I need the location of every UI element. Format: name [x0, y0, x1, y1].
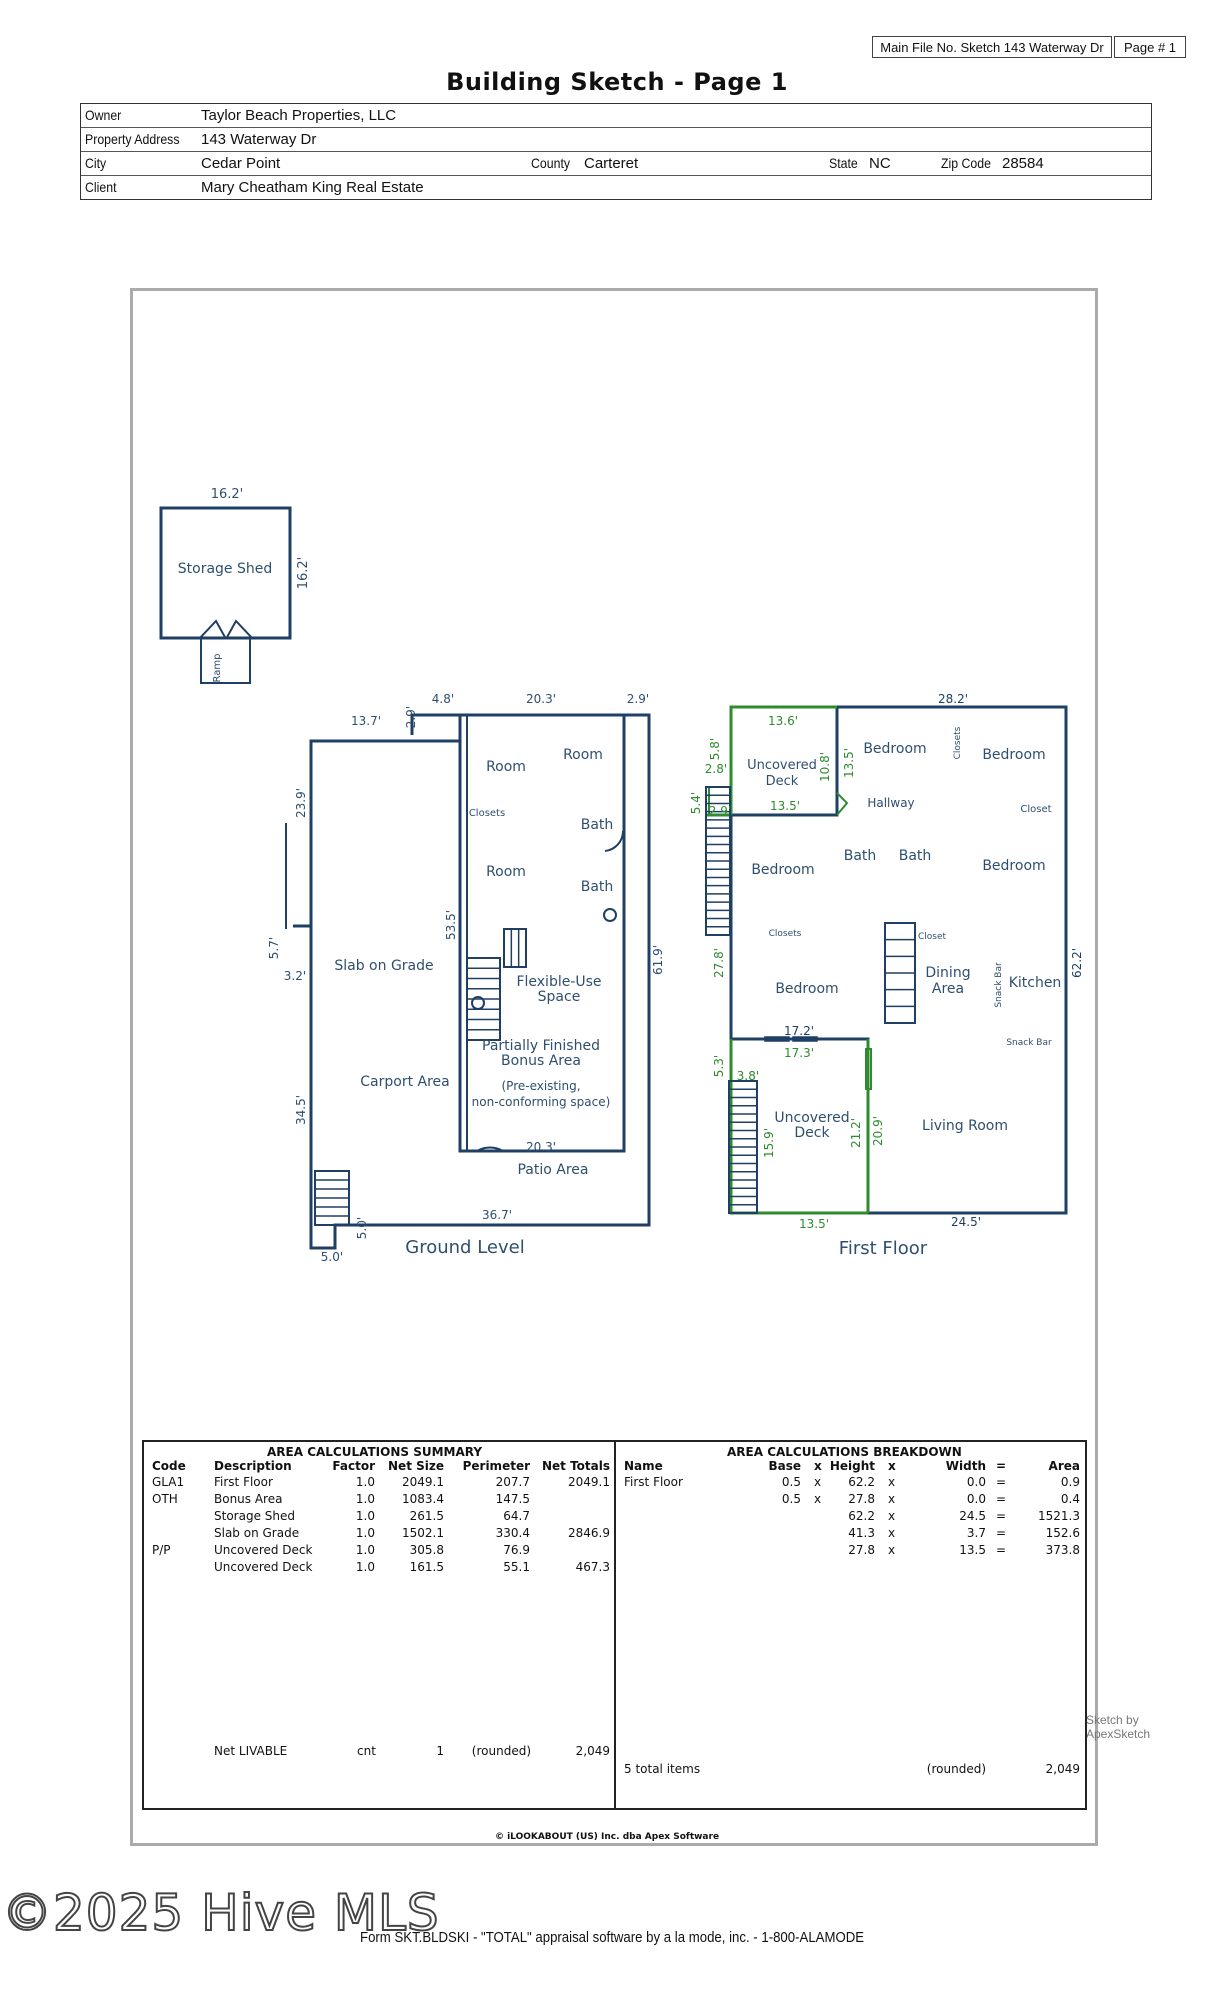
- ground-room-label-10: Bonus Area: [501, 1053, 581, 1069]
- ground-room-label-6: Slab on Grade: [334, 958, 434, 974]
- ground-dim-1: 2.9': [404, 705, 418, 729]
- summary-cell-1-3: 1083.4: [402, 1492, 444, 1506]
- summary-cell-3-4: 330.4: [495, 1526, 530, 1540]
- summary-header-5: Net Totals: [541, 1459, 610, 1473]
- summary-cell-4-2: 1.0: [355, 1543, 375, 1557]
- breakdown-cell-2-4: x: [888, 1509, 896, 1523]
- ground-dim-14: 5.0': [320, 1250, 344, 1264]
- first-dim-1: 28.2': [937, 692, 969, 706]
- shed-width-dim: 16.2': [210, 487, 244, 502]
- client-row: [81, 176, 1151, 199]
- summary-cell-5-4: 55.1: [503, 1560, 530, 1574]
- breakdown-cell-0-0: First Floor: [624, 1475, 683, 1489]
- breakdown-title: AREA CALCULATIONS BREAKDOWN: [727, 1445, 962, 1459]
- first-room-label-20: Deck: [794, 1125, 830, 1141]
- ramp-label: Ramp: [212, 653, 223, 683]
- summary-cell-5-1: Uncovered Deck: [214, 1560, 313, 1574]
- breakdown-cell-1-1: 0.5: [781, 1492, 801, 1506]
- ground-room-label-2: Closets: [468, 808, 506, 819]
- owner-label: Owner: [85, 107, 122, 123]
- ground-dim-6: 5.7': [267, 936, 281, 960]
- ground-dim-3: 20.3': [525, 692, 557, 706]
- first-dim-0: 13.6': [767, 714, 799, 728]
- summary-cell-0-5: 2049.1: [568, 1475, 610, 1489]
- breakdown-header-0: Name: [624, 1459, 663, 1473]
- first-dim-15: 21.2': [849, 1117, 863, 1149]
- ground-room-label-4: Room: [486, 864, 526, 880]
- first-room-label-5: Hallway: [867, 796, 915, 810]
- main-file-number: Main File No. Sketch 143 Waterway Dr: [872, 36, 1112, 58]
- breakdown-cell-0-1: 0.5: [781, 1475, 801, 1489]
- ramp-outline: [201, 638, 250, 683]
- breakdown-cell-3-6: =: [996, 1526, 1007, 1540]
- first-room-label-11: Closets: [768, 929, 802, 939]
- owner-row: [81, 104, 1151, 128]
- breakdown-cell-4-3: 27.8: [848, 1543, 875, 1557]
- summary-cell-2-1: Storage Shed: [214, 1509, 295, 1523]
- ground-level-title: Ground Level: [405, 1237, 525, 1258]
- breakdown-cell-0-2: x: [814, 1475, 822, 1489]
- first-room-label-3: Closets: [953, 726, 963, 760]
- ground-dim-5: 23.9': [294, 787, 308, 819]
- shed-label: Storage Shed: [177, 561, 273, 577]
- ground-dim-13: 5.0': [355, 1216, 369, 1240]
- breakdown-cell-1-7: 0.4: [1060, 1492, 1080, 1506]
- first-dim-13: 5.3': [712, 1054, 726, 1078]
- client-value: Mary Cheatham King Real Estate: [201, 179, 424, 196]
- zip-value: 28584: [1002, 155, 1044, 172]
- ground-room-label-1: Room: [563, 747, 603, 763]
- owner-value: Taylor Beach Properties, LLC: [201, 107, 397, 124]
- property-info-table: [80, 103, 1152, 200]
- summary-cell-5-3: 161.5: [409, 1560, 444, 1574]
- ground-room-label-13: non-conforming space): [471, 1095, 611, 1109]
- breakdown-cell-1-3: 27.8: [848, 1492, 875, 1506]
- first-room-label-0: Uncovered: [747, 758, 817, 773]
- summary-cell-3-3: 1502.1: [402, 1526, 444, 1540]
- summary-cell-2-2: 1.0: [355, 1509, 375, 1523]
- first-room-label-7: Bedroom: [751, 862, 815, 878]
- first-dim-14: 3.8': [736, 1069, 760, 1083]
- breakdown-header-2: x: [814, 1459, 822, 1473]
- first-room-label-21: Living Room: [922, 1118, 1008, 1134]
- address-row: [81, 128, 1151, 152]
- ground-dim-10: 34.5': [294, 1094, 308, 1126]
- first-room-label-18: Snack Bar: [1006, 1038, 1052, 1048]
- summary-cell-1-0: OTH: [152, 1492, 178, 1506]
- ground-room-label-11: Carport Area: [360, 1074, 450, 1090]
- first-dim-2: 5.8': [708, 737, 722, 761]
- ground-dim-8: 53.5': [444, 909, 458, 941]
- first-room-label-12: Closet: [917, 932, 947, 942]
- summary-cell-0-3: 2049.1: [402, 1475, 444, 1489]
- breakdown-cell-2-3: 62.2: [848, 1509, 875, 1523]
- breakdown-total-items: 5 total items: [624, 1762, 701, 1776]
- first-room-label-6: Closet: [1020, 804, 1052, 815]
- city-row: [81, 152, 1151, 176]
- breakdown-header-5: Width: [945, 1459, 986, 1473]
- ground-dim-9: 61.9': [651, 944, 665, 976]
- ground-dim-0: 13.7': [350, 714, 382, 728]
- first-room-label-14: Area: [931, 981, 965, 997]
- ground-room-label-14: Patio Area: [517, 1162, 589, 1178]
- summary-cell-0-1: First Floor: [214, 1475, 273, 1489]
- breakdown-cell-0-3: 62.2: [848, 1475, 875, 1489]
- summary-header-3: Net Size: [388, 1459, 444, 1473]
- page-title: Building Sketch - Page 1: [446, 68, 788, 96]
- summary-cell-5-2: 1.0: [355, 1560, 375, 1574]
- breakdown-header-7: Area: [1048, 1459, 1080, 1473]
- first-room-label-17: Kitchen: [1008, 975, 1062, 991]
- first-dim-10: 62.2': [1070, 947, 1084, 979]
- summary-cell-3-5: 2846.9: [568, 1526, 610, 1540]
- water-heater-icon: [604, 909, 616, 921]
- breakdown-header-3: Height: [829, 1459, 875, 1473]
- first-dim-12: 17.3': [783, 1046, 815, 1060]
- net-livable-unit: cnt: [357, 1744, 376, 1758]
- software-copyright: © iLOOKABOUT (US) Inc. dba Apex Software: [494, 1832, 720, 1842]
- summary-cell-0-4: 207.7: [495, 1475, 530, 1489]
- net-livable-label: Net LIVABLE: [214, 1744, 288, 1758]
- net-livable-total: 2,049: [575, 1744, 610, 1758]
- breakdown-cell-0-5: 0.0: [966, 1475, 986, 1489]
- summary-cell-1-4: 147.5: [495, 1492, 530, 1506]
- breakdown-header-1: Base: [768, 1459, 801, 1473]
- first-dim-18: 13.5': [798, 1217, 830, 1231]
- ground-dim-4: 2.9': [626, 692, 650, 706]
- first-dim-11: 17.2': [783, 1024, 815, 1038]
- ground-room-label-5: Bath: [580, 879, 614, 895]
- summary-cell-4-1: Uncovered Deck: [214, 1543, 313, 1557]
- zip-label: Zip Code: [941, 155, 991, 171]
- first-room-label-8: Bath: [843, 848, 877, 864]
- summary-cell-4-3: 305.8: [409, 1543, 444, 1557]
- ground-room-label-0: Room: [486, 759, 526, 775]
- breakdown-header-6: =: [996, 1459, 1007, 1473]
- first-dim-4: 10.8': [818, 751, 832, 783]
- summary-cell-5-5: 467.3: [575, 1560, 610, 1574]
- summary-header-0: Code: [152, 1459, 186, 1473]
- ground-room-label-8: Space: [537, 989, 581, 1005]
- summary-cell-1-2: 1.0: [355, 1492, 375, 1506]
- first-dim-19: 24.5': [950, 1215, 982, 1229]
- breakdown-cell-0-6: =: [996, 1475, 1007, 1489]
- breakdown-header-4: x: [888, 1459, 896, 1473]
- summary-header-4: Perimeter: [462, 1459, 530, 1473]
- first-dim-5: 13.5': [842, 747, 856, 779]
- breakdown-cell-1-2: x: [814, 1492, 822, 1506]
- address-value: 143 Waterway Dr: [201, 131, 317, 148]
- shed-door-left: [199, 621, 226, 639]
- ground-room-label-12: (Pre-existing,: [501, 1079, 581, 1093]
- city-label: City: [85, 155, 107, 171]
- breakdown-total-rounded: (rounded): [926, 1762, 986, 1776]
- breakdown-cell-2-7: 1521.3: [1038, 1509, 1080, 1523]
- breakdown-cell-1-5: 0.0: [966, 1492, 986, 1506]
- breakdown-cell-4-5: 13.5: [959, 1543, 986, 1557]
- summary-cell-3-2: 1.0: [355, 1526, 375, 1540]
- client-label: Client: [85, 179, 117, 195]
- breakdown-cell-0-4: x: [888, 1475, 896, 1489]
- panel-divider: [614, 1442, 616, 1808]
- mls-watermark: ©2025 Hive MLS: [2, 1884, 440, 1942]
- first-dim-17: 15.9': [762, 1127, 776, 1159]
- sketch-credit: Sketch by ApexSketch: [1086, 1713, 1151, 1741]
- first-dim-7: 5.4': [689, 791, 703, 815]
- state-value: NC: [869, 155, 891, 172]
- breakdown-cell-2-6: =: [996, 1509, 1007, 1523]
- ground-dim-11: 20.3': [525, 1140, 557, 1154]
- ground-room-label-9: Partially Finished: [482, 1038, 600, 1054]
- breakdown-cell-4-7: 373.8: [1045, 1543, 1080, 1557]
- breakdown-cell-1-6: =: [996, 1492, 1007, 1506]
- first-dim-6: 13.5': [769, 799, 801, 813]
- first-room-label-2: Bedroom: [863, 741, 927, 757]
- breakdown-cell-0-7: 0.9: [1060, 1475, 1080, 1489]
- area-calculations-panel: [142, 1440, 1087, 1810]
- first-room-label-9: Bath: [898, 848, 932, 864]
- interior-stair-upper: [504, 929, 526, 967]
- first-room-label-15: Bedroom: [775, 981, 839, 997]
- breakdown-cell-3-3: 41.3: [848, 1526, 875, 1540]
- summary-cell-3-1: Slab on Grade: [214, 1526, 300, 1540]
- address-label: Property Address: [85, 131, 180, 147]
- net-livable-count: 1: [436, 1744, 444, 1758]
- first-floor-title: First Floor: [838, 1238, 928, 1259]
- first-dim-8: 2.9': [708, 804, 732, 818]
- first-dim-9: 27.8': [712, 947, 726, 979]
- bath-door-swing: [605, 831, 623, 851]
- net-livable-rounded: (rounded): [471, 1744, 531, 1758]
- summary-header-2: Factor: [332, 1459, 375, 1473]
- first-room-label-1: Deck: [765, 774, 799, 789]
- summary-cell-2-3: 261.5: [409, 1509, 444, 1523]
- summary-cell-0-0: GLA1: [152, 1475, 185, 1489]
- summary-header-1: Description: [214, 1459, 292, 1473]
- summary-cell-4-0: P/P: [152, 1543, 171, 1557]
- city-value: Cedar Point: [201, 155, 281, 172]
- first-room-label-13: Dining: [925, 965, 971, 981]
- state-label: State: [829, 155, 858, 171]
- breakdown-cell-3-4: x: [888, 1526, 896, 1540]
- ground-dim-12: 36.7': [481, 1208, 513, 1222]
- page-number: Page # 1: [1114, 36, 1186, 58]
- summary-cell-4-4: 76.9: [503, 1543, 530, 1557]
- breakdown-total-area: 2,049: [1045, 1762, 1080, 1776]
- summary-cell-1-1: Bonus Area: [214, 1492, 283, 1506]
- summary-title: AREA CALCULATIONS SUMMARY: [267, 1445, 483, 1459]
- first-room-label-10: Bedroom: [982, 858, 1046, 874]
- first-room-label-4: Bedroom: [982, 747, 1046, 763]
- ground-room-label-7: Flexible-Use: [516, 974, 602, 990]
- form-footer: Form SKT.BLDSKI - "TOTAL" appraisal software by a la mode, inc. - 1-800-ALAMODE: [360, 1929, 865, 1946]
- summary-cell-2-4: 64.7: [503, 1509, 530, 1523]
- breakdown-cell-3-5: 3.7: [966, 1526, 986, 1540]
- shed-door-right: [226, 621, 253, 639]
- first-dim-16: 20.9': [871, 1115, 885, 1147]
- first-dim-3: 2.8': [704, 762, 728, 776]
- shed-depth-dim: 16.2': [296, 556, 311, 590]
- county-value: Carteret: [584, 155, 639, 172]
- breakdown-cell-4-4: x: [888, 1543, 896, 1557]
- first-room-label-16: Snack Bar: [994, 962, 1004, 1008]
- breakdown-cell-2-5: 24.5: [959, 1509, 986, 1523]
- breakdown-cell-4-6: =: [996, 1543, 1007, 1557]
- ground-room-label-3: Bath: [580, 817, 614, 833]
- ground-dim-2: 4.8': [431, 692, 455, 706]
- county-label: County: [531, 155, 571, 171]
- ground-dim-7: 3.2': [283, 969, 307, 983]
- breakdown-cell-3-7: 152.6: [1045, 1526, 1080, 1540]
- breakdown-cell-1-4: x: [888, 1492, 896, 1506]
- first-room-label-19: Uncovered: [774, 1110, 850, 1126]
- summary-cell-0-2: 1.0: [355, 1475, 375, 1489]
